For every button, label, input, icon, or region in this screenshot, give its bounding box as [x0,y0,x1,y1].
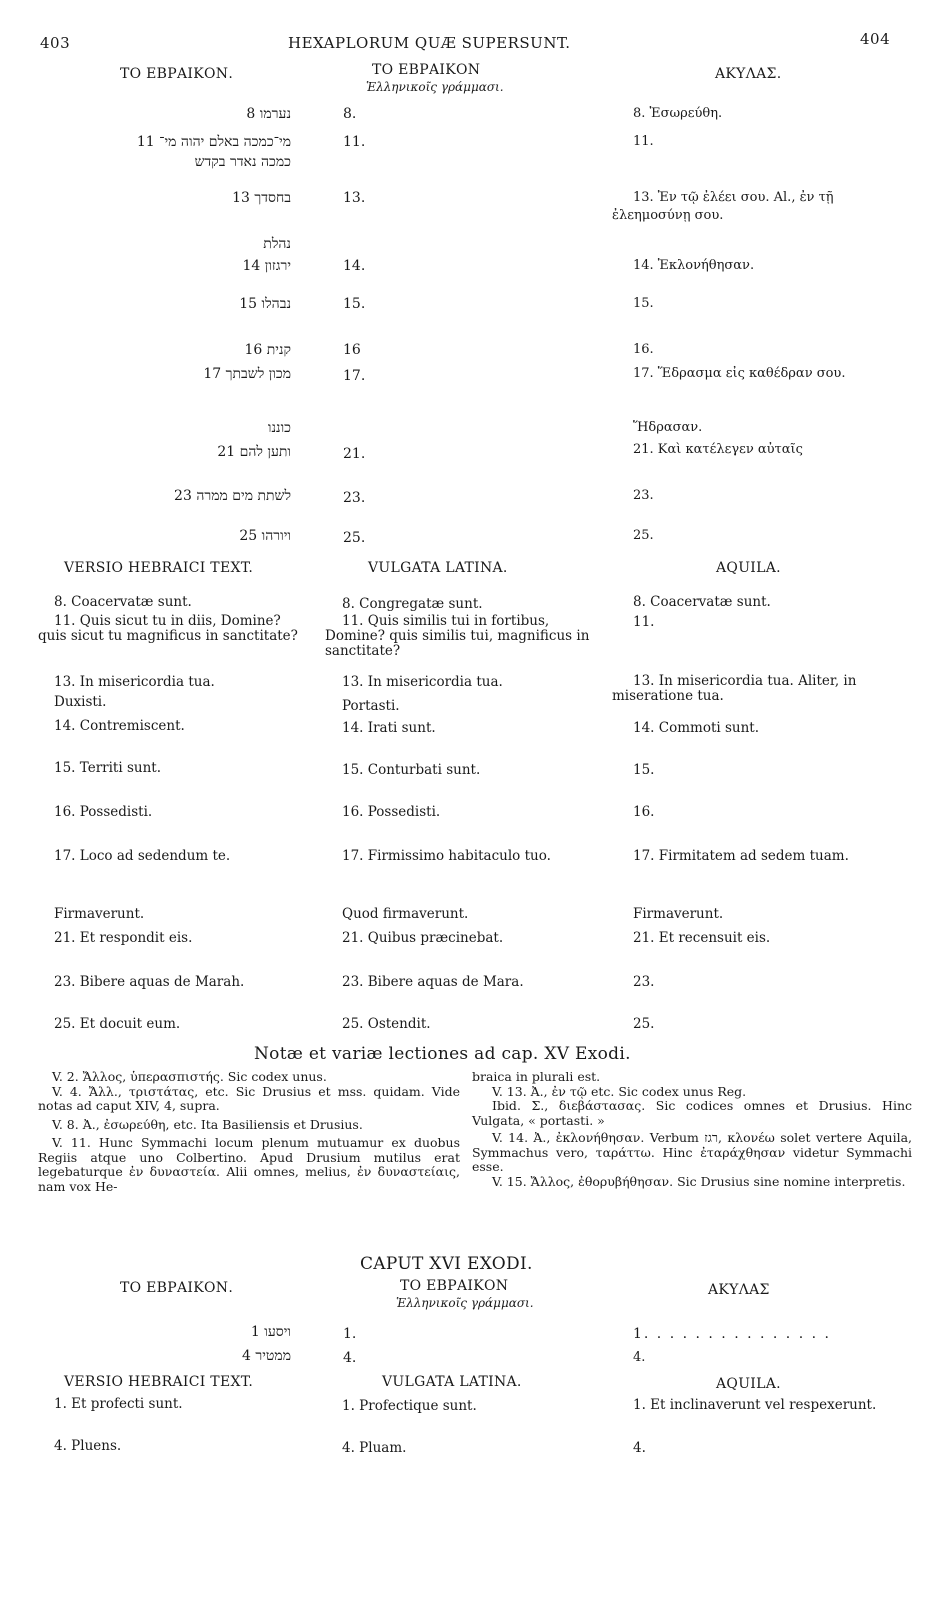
aquila-greek: 16. [633,342,654,357]
latin-vulgate: 21. Quibus præcinebat. [342,930,504,946]
latin-hebrew-version: Duxisti. [54,694,107,710]
aquila-greek: 8. Ἐσωρεύθη. [633,106,723,121]
aquila-greek: 14. Ἐκλονήθησαν. [633,258,755,273]
aquila-greek: 1. . . . . . . . . . . . . . . [633,1326,831,1342]
latin-head-aquila: AQUILA. [716,560,781,576]
hebrew-line: מכון לשבתך 17 [203,366,291,382]
hebrew-line: קנית 16 [244,342,291,358]
latin-hebrew-version: 8. Coacervatæ sunt. [54,594,192,610]
hebrew-line: נערמו 8 [246,106,291,122]
aquila-greek: Ἥδρασαν. [633,420,703,435]
latin-head-hebrew: VERSIO HEBRAICI TEXT. [64,560,254,576]
latin-hebrew-version: 4. Pluens. [54,1438,122,1454]
verse-number: 21. [343,446,366,462]
section-title: CAPUT XVI EXODI. [360,1254,533,1274]
latin-hebrew-version: Firmaverunt. [54,906,145,922]
latin-aquila: 14. Commoti sunt. [633,720,760,736]
col-head-greek: ΤΟ ΕΒΡΑΙΚΟΝ [400,1278,509,1294]
verse-number: 13. [343,190,366,206]
hebrew-line: כוננו [267,420,291,436]
latin-aquila: 25. [633,1016,655,1032]
notes-title: Notæ et variæ lectiones ad cap. XV Exodi. [254,1044,631,1064]
latin-aquila: 11. [633,614,655,630]
latin-head-vulgate: VULGATA LATINA. [368,560,508,576]
col-head-hebrew: ΤΟ ΕΒΡΑΙΚΟΝ. [120,1280,234,1296]
note-paragraph: V. 11. Hunc Symmachi locum plenum mutuamur ex duobus Regiis atque uno Colbertino. Apud Drusium mutilus erat legebaturque ἐν δυναστεία. Alii omnes, melius, ἐν δυναστείαις, nam vox He- [38,1135,460,1194]
latin-vulgate: 16. Possedisti. [342,804,441,820]
col-head-hebrew: ΤΟ ΕΒΡΑΙΚΟΝ. [120,66,234,82]
verse-number: 8. [343,106,357,122]
latin-hebrew-version: 13. In misericordia tua. [54,674,215,690]
latin-hebrew-version: 1. Et profecti sunt. [54,1396,183,1412]
latin-hebrew-version: 21. Et respondit eis. [54,930,193,946]
latin-hebrew-version: 11. Quis sicut tu in diis, Domine? quis sicut tu magnificus in sanctitate? [38,613,298,644]
aquila-greek: 4. [633,1350,646,1365]
latin-hebrew-version: 23. Bibere aquas de Marah. [54,974,245,990]
latin-vulgate: Portasti. [342,698,400,714]
hebrew-line: ירגזון 14 [242,258,291,274]
hebrew-line: ויורהו 25 [239,528,291,544]
latin-aquila: 17. Firmitatem ad sedem tuam. [633,848,849,864]
col-subhead-greek: Ἑλληνικοῖς γράμμασι. [366,80,504,94]
page-number-left: 403 [40,34,71,52]
latin-hebrew-version: 17. Loco ad sedendum te. [54,848,231,864]
aquila-greek: ἐλεημοσύνῃ σου. [612,208,724,223]
notes-left-column [38,1070,460,1194]
note-paragraph: braica in plurali est. [472,1069,601,1084]
aquila-greek: 15. [633,296,654,311]
hebrew-line: נהלת [263,236,291,252]
running-title: HEXAPLORUM QUÆ SUPERSUNT. [288,34,571,52]
latin-aquila: 16. [633,804,655,820]
hebrew-line: ממטיר 4 [242,1348,291,1364]
hebrew-line: לשתת מים ממרה 23 [174,488,291,504]
aquila-greek: 13. Ἐν τῷ ἐλέει σου. Al., ἐν τῇ [633,190,834,205]
hebrew-line: ויסעו 1 [250,1324,291,1340]
aquila-greek: 21. Καὶ κατέλεγεν αὐταῖς [633,442,803,457]
hebrew-line: מי־כמכה באלם יהוה מי־ 11 [136,134,291,150]
note-paragraph: V. 15. Ἄλλος, ἐθορυβήθησαν. Sic Drusius sine nomine interpretis. [492,1173,906,1189]
hebrew-line: ותען להם 21 [217,444,291,460]
latin-vulgate: 4. Pluam. [342,1440,407,1456]
latin-vulgate: 23. Bibere aquas de Mara. [342,974,524,990]
latin-vulgate: 13. In misericordia tua. [342,674,503,690]
latin-head-hebrew: VERSIO HEBRAICI TEXT. [64,1374,254,1390]
latin-head-aquila: AQUILA. [716,1376,781,1392]
verse-number: 14. [343,258,366,274]
col-head-aquila: ΑΚΥΛΑΣ [708,1282,770,1298]
verse-number: 11. [343,134,366,150]
latin-hebrew-version: 15. Territi sunt. [54,760,161,776]
hebrew-line: בחסדך 13 [232,190,291,206]
notes-right-column [472,1070,912,1189]
latin-aquila: 21. Et recensuit eis. [633,930,771,946]
verse-number: 23. [343,490,366,506]
note-paragraph: V. 2. Ἄλλος, ὑπερασπιστής. Sic codex unus. [52,1069,327,1084]
latin-vulgate: 11. Quis similis tui in fortibus, Domine? quis similis tui, magnificus in sanctitate? [325,613,590,659]
latin-aquila: 15. [633,762,655,778]
latin-aquila: 1. Et inclinaverunt vel respexerunt. [633,1397,877,1413]
verse-number: 17. [343,368,366,384]
latin-aquila: Firmaverunt. [633,906,724,922]
latin-aquila: 4. [633,1440,646,1456]
note-paragraph: V. 4. Ἄλλ., τριστάτας, etc. Sic Drusius et mss. quidam. Vide notas ad caput XIV, 4, supra. [38,1083,460,1113]
verse-number: 16 [343,342,361,358]
latin-vulgate: Quod firmaverunt. [342,906,469,922]
page-number-right: 404 [860,30,891,48]
verse-number: 1. [343,1326,357,1342]
hebrew-line: כמכה נאדר בקדש [194,154,291,170]
note-paragraph: V. 8. Ἀ., ἐσωρεύθη, etc. Ita Basiliensis et Drusius. [52,1116,363,1132]
latin-aquila: 13. In misericordia tua. Aliter, in miseratione tua. [612,673,857,704]
hebrew-line: נבהלו 15 [239,296,291,312]
col-head-aquila: ΑΚΥΛΑΣ. [715,66,782,82]
verse-number: 15. [343,296,366,312]
note-paragraph: V. 14. Ἀ., ἐκλονήθησαν. Verbum רגז, κλονέω solet vertere Aquila, Symmachus vero, ταράττω. Hinc ἐταράχθησαν videtur Symmachi esse. [472,1130,913,1174]
latin-hebrew-version: 25. Et docuit eum. [54,1016,181,1032]
aquila-greek: 25. [633,528,654,543]
latin-aquila: 8. Coacervatæ sunt. [633,594,771,610]
note-paragraph: V. 13. Ἀ., ἐν τῷ etc. Sic codex unus Reg. [492,1083,747,1099]
latin-aquila: 23. [633,974,655,990]
latin-vulgate: 8. Congregatæ sunt. [342,596,483,612]
verse-number: 4. [343,1350,357,1366]
latin-head-vulgate: VULGATA LATINA. [382,1374,522,1390]
latin-vulgate: 25. Ostendit. [342,1016,431,1032]
col-head-greek: ΤΟ ΕΒΡΑΙΚΟΝ [372,62,481,78]
aquila-greek: 11. [633,134,654,149]
aquila-greek: 23. [633,488,654,503]
latin-hebrew-version: 14. Contremiscent. [54,718,185,734]
latin-vulgate: 1. Profectique sunt. [342,1398,477,1414]
latin-hebrew-version: 16. Possedisti. [54,804,153,820]
col-subhead-greek: Ἑλληνικοῖς γράμμασι. [396,1296,534,1310]
note-paragraph: Ibid. Σ., διεβάστασας. Sic codices omnes et Drusius. Hinc Vulgata, « portasti. » [472,1098,912,1128]
latin-vulgate: 14. Irati sunt. [342,720,436,736]
latin-vulgate: 15. Conturbati sunt. [342,762,481,778]
aquila-greek: 17. Ἕδρασμα εἰς καθέδραν σου. [633,366,846,381]
latin-vulgate: 17. Firmissimo habitaculo tuo. [342,848,551,864]
verse-number: 25. [343,530,366,546]
